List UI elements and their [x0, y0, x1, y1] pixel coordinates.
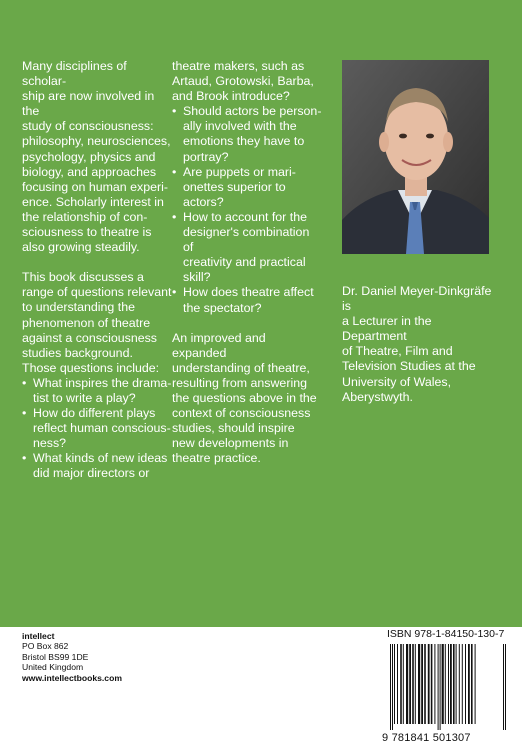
text-line: the questions above in the [172, 390, 317, 405]
bullet-icon: • [172, 164, 177, 179]
barcode-bar [412, 644, 414, 724]
list-item-line: actors? [183, 194, 224, 209]
publisher-strip [0, 627, 522, 750]
question-list [22, 376, 172, 482]
publisher-address-line: PO Box 862 [22, 641, 69, 652]
conclusion-paragraph [172, 331, 322, 467]
list-item-line: emotions they have to [183, 134, 305, 149]
text-line: Many disciplines of scholar- [22, 59, 127, 89]
publisher-info [22, 631, 122, 683]
barcode-bar [448, 644, 449, 724]
list-item-line: did major directors or [33, 466, 150, 481]
list-item-line: Should actors be person- [183, 104, 322, 119]
list-item [22, 406, 172, 451]
list-item [172, 210, 322, 285]
barcode-bar [418, 644, 420, 724]
author-portrait-image [342, 60, 489, 254]
text-line: psychology, physics and [22, 149, 156, 164]
barcode-bar [475, 644, 476, 724]
text-line: context of consciousness [172, 406, 311, 421]
barcode-bar [406, 644, 408, 724]
text-line: This book discusses a [22, 270, 144, 285]
barcode-bar [442, 644, 444, 724]
text-line: Aberystwyth. [342, 389, 413, 404]
author-bio-text [342, 284, 492, 405]
bullet-icon: • [22, 406, 27, 421]
list-item [172, 285, 322, 315]
list-item-line: tist to write a play? [33, 390, 136, 405]
questions-paragraph [22, 270, 172, 376]
list-item [22, 376, 172, 406]
barcode-bar [465, 644, 466, 724]
barcode-bar [445, 644, 446, 724]
text-line: focusing on human experi- [22, 179, 169, 194]
bullet-icon: • [22, 375, 27, 390]
barcode-bar [505, 644, 506, 730]
barcode-bar [421, 644, 423, 724]
text-line: Television Studies at the [342, 359, 476, 374]
text-line: to understanding the [22, 300, 135, 315]
barcode-bar [392, 644, 393, 730]
list-item-line: onettes superior to [183, 179, 286, 194]
text-line: new developments in [172, 436, 289, 451]
text-line: theatre makers, such as [172, 59, 305, 73]
barcode-bar [390, 644, 391, 730]
publisher-address-line: United Kingdom [22, 662, 84, 673]
author-bio [342, 284, 492, 405]
barcode-bar [434, 644, 435, 724]
text-line: range of questions relevant [22, 285, 172, 300]
barcode-bar [431, 644, 433, 724]
list-item [172, 165, 322, 210]
barcode-bar [403, 644, 404, 724]
list-item-line: ness? [33, 436, 67, 451]
barcode-bar [397, 644, 398, 724]
barcode-bar [438, 644, 439, 730]
text-line: Those questions include: [22, 360, 160, 375]
text-line: and Brook introduce? [172, 89, 290, 104]
barcode-bar [462, 644, 463, 724]
list-item [22, 451, 172, 481]
text-line: sciousness to theatre is [22, 225, 152, 240]
text-line: ship are now involved in the [22, 89, 155, 119]
question-list-continued [172, 104, 322, 315]
barcode-bar [468, 644, 470, 724]
publisher-website: www.intellectbooks.com [22, 672, 122, 683]
text-line: University of Wales, [342, 374, 452, 389]
barcode-digits: 9 781841 501307 [382, 732, 471, 744]
text-line: understanding of theatre, [172, 360, 310, 375]
text-line: theatre practice. [172, 451, 261, 466]
text-line: studies, should inspire [172, 421, 295, 436]
barcode-bar [415, 644, 416, 724]
list-item-line: the spectator? [183, 300, 262, 315]
author-photo [342, 60, 489, 254]
list-item-line: designer's combination of [183, 225, 310, 255]
text-line: resulting from answering [172, 375, 307, 390]
list-item-line: skill? [183, 270, 211, 285]
text-line: ence. Scholarly interest in [22, 194, 164, 209]
list-item-line: creativity and practical [183, 255, 306, 270]
text-line: of Theatre, Film and [342, 344, 453, 359]
bullet-icon: • [172, 209, 177, 224]
barcode-bar [409, 644, 411, 724]
barcode-bar [440, 644, 441, 730]
barcode-bar [450, 644, 452, 724]
text-line: study of consciousness: [22, 119, 154, 134]
list-item-line: portray? [183, 149, 229, 164]
left-column [22, 59, 172, 482]
text-line: a Lecturer in the Department [342, 314, 432, 344]
barcode-bar [459, 644, 460, 724]
barcode-bar [394, 644, 395, 724]
list-item-line: Are puppets or mari- [183, 164, 296, 179]
bullet-icon: • [22, 451, 27, 466]
text-line: the relationship of con- [22, 209, 148, 224]
text-line: Dr. Daniel Meyer-Dinkgräfe is [342, 284, 492, 314]
text-line: phenomenon of theatre [22, 315, 151, 330]
list-item-line: reflect human conscious- [33, 421, 171, 436]
barcode-bar [453, 644, 455, 724]
text-line: also growing steadily. [22, 240, 140, 255]
barcode-bar [424, 644, 426, 724]
isbn-label: ISBN 978-1-84150-130-7 [387, 628, 505, 640]
barcode-bar [400, 644, 402, 724]
text-line: against a consciousness [22, 330, 158, 345]
list-item-line: How does theatre affect [183, 285, 314, 300]
publisher-address-line: Bristol BS99 1DE [22, 651, 89, 662]
publisher-name: intellect [22, 631, 55, 641]
bullet-icon: • [172, 285, 177, 300]
list-item-line: What inspires the drama- [33, 375, 172, 390]
barcode-bar [456, 644, 457, 724]
barcode-bar [471, 644, 473, 724]
intro-paragraph [22, 59, 172, 255]
text-line: philosophy, neurosciences, [22, 134, 171, 149]
barcode-bar [503, 644, 504, 730]
list-item [172, 104, 322, 164]
text-line: An improved and expanded [172, 330, 266, 360]
list-item-line: How to account for the [183, 209, 307, 224]
middle-column [172, 59, 322, 466]
question-continuation [172, 59, 322, 104]
bullet-icon: • [172, 104, 177, 119]
barcode-bar [428, 644, 430, 724]
list-item-line: What kinds of new ideas [33, 451, 168, 466]
list-item-line: ally involved with the [183, 119, 297, 134]
list-item-line: How do different plays [33, 406, 156, 421]
text-line: Artaud, Grotowski, Barba, [172, 74, 314, 89]
text-line: studies background. [22, 345, 133, 360]
barcode-image [388, 644, 508, 738]
text-line: biology, and approaches [22, 164, 157, 179]
